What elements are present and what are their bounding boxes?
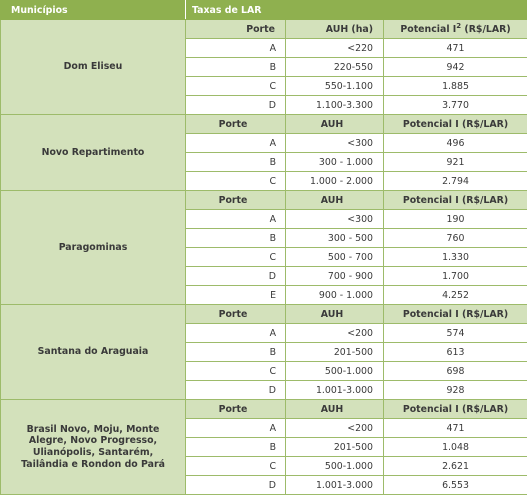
municipio-cell: Novo Repartimento bbox=[1, 115, 186, 191]
auh-cell: 1.100-3.300 bbox=[286, 96, 384, 115]
auh-cell: 500 - 700 bbox=[286, 248, 384, 267]
porte-cell: D bbox=[186, 96, 286, 115]
potencial-header bbox=[384, 305, 527, 324]
porte-cell: C bbox=[186, 172, 286, 191]
potencial-header-unit: (R$/LAR) bbox=[461, 23, 511, 35]
potencial-cell: 921 bbox=[384, 153, 527, 172]
porte-cell: A bbox=[186, 210, 286, 229]
potencial-cell: 471 bbox=[384, 39, 527, 58]
porte-cell: C bbox=[186, 77, 286, 96]
taxas-header: Taxas de LAR bbox=[186, 1, 527, 20]
porte-header: Porte bbox=[186, 305, 286, 324]
porte-cell: C bbox=[186, 362, 286, 381]
potencial-cell: 613 bbox=[384, 343, 527, 362]
porte-cell: A bbox=[186, 419, 286, 438]
potencial-header bbox=[384, 400, 527, 419]
auh-cell: <200 bbox=[286, 324, 384, 343]
potencial-header bbox=[384, 115, 527, 134]
auh-header: AUH bbox=[286, 305, 384, 324]
porte-cell: A bbox=[186, 39, 286, 58]
auh-header: AUH bbox=[286, 191, 384, 210]
auh-cell: <220 bbox=[286, 39, 384, 58]
municipio-cell: Santana do Araguaia bbox=[1, 305, 186, 400]
auh-cell: 1.000 - 2.000 bbox=[286, 172, 384, 191]
potencial-header-label: Potencial I bbox=[400, 23, 457, 35]
porte-cell: B bbox=[186, 343, 286, 362]
potencial-cell: 2.621 bbox=[384, 457, 527, 476]
auh-cell: 220-550 bbox=[286, 58, 384, 77]
porte-cell: D bbox=[186, 381, 286, 400]
potencial-cell: 6.553 bbox=[384, 476, 527, 495]
potencial-cell: 190 bbox=[384, 210, 527, 229]
potencial-header-label: Potencial I (R$/LAR) bbox=[402, 403, 509, 415]
potencial-cell: 760 bbox=[384, 229, 527, 248]
potencial-header-label: Potencial I (R$/LAR) bbox=[402, 308, 509, 320]
potencial-cell: 496 bbox=[384, 134, 527, 153]
potencial-cell: 1.885 bbox=[384, 77, 527, 96]
porte-cell: D bbox=[186, 267, 286, 286]
group-header-row bbox=[1, 305, 527, 324]
table-header-row bbox=[1, 1, 527, 20]
potencial-header bbox=[384, 20, 527, 39]
porte-header: Porte bbox=[186, 115, 286, 134]
porte-cell: D bbox=[186, 476, 286, 495]
auh-cell: 550-1.100 bbox=[286, 77, 384, 96]
auh-cell: 300 - 1.000 bbox=[286, 153, 384, 172]
potencial-cell: 942 bbox=[384, 58, 527, 77]
municipio-cell: Brasil Novo, Moju, Monte Alegre, Novo Progresso, Ulianópolis, Santarém, Tailândia e Rondon do Pará bbox=[1, 400, 186, 495]
potencial-cell: 471 bbox=[384, 419, 527, 438]
porte-header: Porte bbox=[186, 20, 286, 39]
auh-cell: 700 - 900 bbox=[286, 267, 384, 286]
group-header-row bbox=[1, 115, 527, 134]
municipio-cell: Paragominas bbox=[1, 191, 186, 305]
municipio-cell: Dom Eliseu bbox=[1, 20, 186, 115]
municipios-header: Municípios bbox=[1, 1, 186, 20]
porte-header: Porte bbox=[186, 400, 286, 419]
potencial-header bbox=[384, 191, 527, 210]
auh-cell: 1.001-3.000 bbox=[286, 476, 384, 495]
auh-header: AUH bbox=[286, 115, 384, 134]
porte-cell: B bbox=[186, 153, 286, 172]
potencial-cell: 1.048 bbox=[384, 438, 527, 457]
potencial-cell: 2.794 bbox=[384, 172, 527, 191]
group-header-row bbox=[1, 191, 527, 210]
potencial-cell: 1.700 bbox=[384, 267, 527, 286]
group-header-row bbox=[1, 400, 527, 419]
table-body bbox=[1, 1, 527, 495]
porte-cell: E bbox=[186, 286, 286, 305]
auh-cell: 201-500 bbox=[286, 343, 384, 362]
porte-header: Porte bbox=[186, 191, 286, 210]
auh-cell: 300 - 500 bbox=[286, 229, 384, 248]
potencial-cell: 4.252 bbox=[384, 286, 527, 305]
potencial-cell: 928 bbox=[384, 381, 527, 400]
porte-cell: A bbox=[186, 134, 286, 153]
auh-cell: 1.001-3.000 bbox=[286, 381, 384, 400]
potencial-cell: 1.330 bbox=[384, 248, 527, 267]
potencial-footnote-mark: 2 bbox=[456, 21, 462, 30]
auh-cell: <300 bbox=[286, 134, 384, 153]
porte-cell: A bbox=[186, 324, 286, 343]
porte-cell: C bbox=[186, 457, 286, 476]
auh-cell: 500-1.000 bbox=[286, 457, 384, 476]
potencial-header-label: Potencial I (R$/LAR) bbox=[402, 118, 509, 130]
auh-cell: 201-500 bbox=[286, 438, 384, 457]
auh-cell: 900 - 1.000 bbox=[286, 286, 384, 305]
porte-cell: B bbox=[186, 229, 286, 248]
potencial-cell: 3.770 bbox=[384, 96, 527, 115]
porte-cell: C bbox=[186, 248, 286, 267]
auh-cell: <300 bbox=[286, 210, 384, 229]
potencial-cell: 574 bbox=[384, 324, 527, 343]
auh-cell: 500-1.000 bbox=[286, 362, 384, 381]
potencial-cell: 698 bbox=[384, 362, 527, 381]
porte-cell: B bbox=[186, 58, 286, 77]
porte-cell: B bbox=[186, 438, 286, 457]
auh-header: AUH bbox=[286, 400, 384, 419]
potencial-header-label: Potencial I (R$/LAR) bbox=[402, 194, 509, 206]
auh-header: AUH (ha) bbox=[286, 20, 384, 39]
auh-cell: <200 bbox=[286, 419, 384, 438]
group-header-row bbox=[1, 20, 527, 39]
